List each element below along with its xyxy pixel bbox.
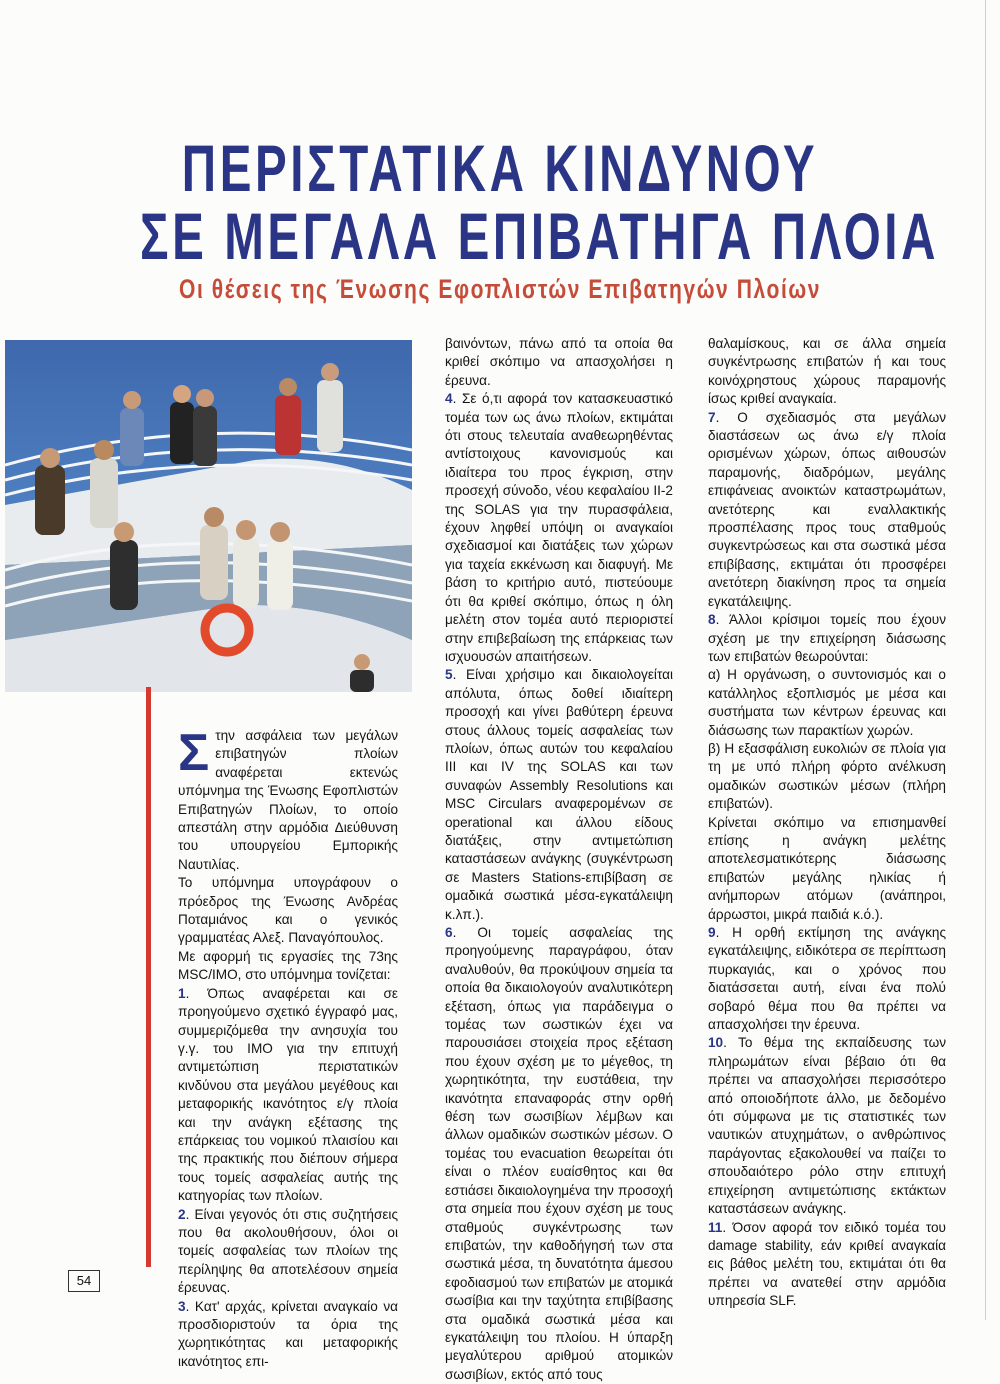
drop-cap: Σ [178, 724, 210, 782]
item-4 [445, 390, 673, 666]
subheadline: Οι θέσεις της Ένωσης Εφοπλιστών Επιβατηγών Πλοίων [179, 274, 821, 304]
item-number: 9 [708, 925, 716, 940]
article-column-1 [178, 724, 398, 1371]
item-number: 2 [178, 1206, 186, 1222]
item-text: . Κατ' αρχάς, κρίνεται αναγκαίο να προσδιοριστούν τα όρια της χωρητικότητας και μεταφορικής ικανότητος επι- [178, 1298, 398, 1369]
continuation-text: θαλαμίσκους, και σε άλλα σημεία συγκέντρωσης επιβατών ή και τους κοινόχρηστους χώρους παραμονής ίσως κριθεί αναγκαία. [708, 336, 946, 407]
item-text: . Είναι χρήσιμο και δικαιολογείται απόλυτα, όπως δοθεί ιδιαίτερη προσοχή και γίνει βαθύτερη έρευνα στους άλλους τομείς ασφαλείας των πλοίων, όπως αυτών του κεφαλαίου ΙΙΙ και IV της SOLAS και των συναφών Assembly Resolutions και MSC Circulars αναφερομένων σε operational και άλλου είδους διατάξεις, στην αντιμετώπιση καταστάσεων ανάγκης (συγκέντρωση σε Masters Stations-επιβίβαση σε ομαδικά σωστικά μέσα-εγκατάλειψη κ.λπ.). [445, 667, 673, 922]
ship-deck-photo [5, 340, 412, 692]
item-text: . Όσον αφορά τον ειδικό τομέα του damage stability, εάν κριθεί αναγκαία εις βάθος μελέτη του, εκτιμάται ότι θα πρέπει να ανατεθεί στην αρμόδια υπηρεσία SLF. [708, 1219, 946, 1309]
headline-line-1: ΠΕΡΙΣΤΑΤΙΚΑ ΚΙΝΔΥΝΟΥ [181, 131, 819, 205]
item-8b: β) Η εξασφάλιση ευκολιών σε πλοία για τη με υπό πλήρη φόρτο ανέλκυση ομαδικών σωστικών μέσων (πλήρη επιβατών). [708, 740, 946, 812]
item-text: . Το θέμα της εκπαίδευσης των πληρωμάτων είναι βέβαιο ότι θα πρέπει να απασχολήσει περισσότερο από οποιοδήποτε άλλο, με δεδομένο ότι σύμφωνα με τις στατιστικές των ναυτικών ατυχημάτων, ο ανθρώπινος παράγοντας εξακολουθεί να παίζει το σπουδαιότερο ρόλο στην επιτυχή επιχείρηση αντιμετώπισης εκτάκτων καταστάσεων ανάγκης. [708, 1035, 946, 1217]
item-3 [178, 1298, 398, 1372]
item-number: 7 [708, 409, 716, 425]
item-text: . Ο σχεδιασμός στα μεγάλων διαστάσεων ως άνω ε/γ πλοία ορισμένων χώρων, όπως αιθουσών παραμονής, διαδρόμων, μεγάλης επιφάνειας ανοικτών καταστρωμάτων, ανετότερης και εναλλακτικής προσπέλασης προς τους σταθμούς συγκεντρώσεως και στα σωστικά μέσα επιβίβασης, εκτιμάται ότι προσφέρει ανετότερη διακίνηση προς τα σημεία εγκατάλειψης. [708, 409, 946, 609]
item-6 [445, 924, 673, 1384]
paragraph-occasion: Με αφορμή τις εργασίες της 73ης MSC/IMO, στο υπόμνημα τονίζεται: [178, 948, 398, 983]
item-11 [708, 1219, 946, 1311]
page-number: 54 [68, 1270, 100, 1292]
item-number: 11 [708, 1219, 723, 1235]
item-text: . Όπως αναφέρεται και σε προηγούμενο σχετικό έγγραφό μας, συμμεριζόμεθα την ανησυχία του γ.γ. του IMO για την επιτυχή αντιμετώπιση περιστατικών κινδύνου στα μεγάλου μεγέθους και μεταφορικής ικανότητος ε/γ πλοία και την ανάγκη εξέτασης της επάρκειας του νομικού πλαισίου και της πρακτικής που διέπουν σήμερα τους τομείς ασφαλείας αυτής της κατηγορίας των πλοίων. [178, 985, 398, 1204]
item-1 [178, 985, 398, 1206]
item-2 [178, 1206, 398, 1298]
item-number: 1 [178, 985, 186, 1001]
item-10 [708, 1034, 946, 1218]
item-text: . Οι τομείς ασφαλείας της προηγούμενης παραγράφου, όταν αναλυθούν, θα προκύψουν σημεία τα οποία θα δικαιολογούν αναλυτικότερη εξέταση, όπως για παράδειγμα ο τομέας των σωστικών έχει να παρουσιάσει στοιχεία προς εξέταση που έχουν σχέση με το μέγεθος, τη χωρητικότητα, την ευστάθεια, την ικανότητα επαναφοράς στην ορθή θέση των σωσιβίων λέμβων και άλλων ομαδικών σωστικών μέσων. Ο τομέας του evacuation θεωρείται ότι είναι ο πλέον ευαίσθητος και θα εστιάσει δικαιολογημένα την προσοχή στα σημεία που έχουν σχέση με τους σταθμούς συγκέντρωσης των επιβατών, την καθοδήγησή των στα σωστικά μέσα, τη δυνατότητα άμεσου εφοδιασμού των επιβατών με ατομικά σωσίβια και την ταχύτητα επιβίβασης στα ομαδικά σωστικά μέσα και εγκατάλειψη του πλοίου. Η ύπαρξη μεγαλύτερου αριθμού ατομικών σωσιβίων, εκτός από τους [445, 925, 673, 1382]
red-accent-bar [146, 687, 151, 1267]
headline-line-2: ΣΕ ΜΕΓΑΛΑ ΕΠΙΒΑΤΗΓΑ ΠΛΟΙΑ [140, 199, 939, 273]
ship-deck-illustration [5, 340, 412, 692]
item-text: . Σε ό,τι αφορά τον κατασκευαστικό τομέα των ως άνω πλοίων, εκτιμάται ότι στους τελευταία αναθεωρηθέντας αντίστοιχους κανονισμούς και ιδιαίτερα του προς έγκριση, στην προσεχή σύνοδο, νέου κεφαλαίου ΙΙ-2 της SOLAS για την πυρασφάλεια, έχουν ληφθεί υπόψη οι αναγκαίοι σχεδιασμοί και διατάξεις των χώρων για ταχεία εκκένωση και διαφυγή. Με βάση το κριτήριο αυτό, πιστεύουμε ότι θα κριθεί σκόπιμο, όπως η όλη μελέτη στον τομέα αυτό περιοριστεί στην επιβεβαίωση της επάρκειας των ισχυουσών απαιτήσεων. [445, 391, 673, 664]
item-8a: α) Η οργάνωση, ο συντονισμός και ο κατάλληλος εξοπλισμός με μέσα και συστήματα των κέντρων έρευνας και διάσωσης των παρακτίων χωρών. [708, 667, 946, 738]
article-column-3 [708, 335, 946, 1311]
item-number: 10 [708, 1035, 724, 1051]
item-number: 6 [445, 925, 453, 940]
item-number: 4 [445, 391, 453, 407]
item-text: . Είναι γεγονός ότι στις συζητήσεις που θα ακολουθήσουν, όλοι οι τομείς ασφαλείας των πλοίων της περίληψης θα αποτελέσουν σημεία έρευνας. [178, 1206, 398, 1296]
item-7 [708, 409, 946, 611]
intro-paragraph [178, 724, 398, 874]
item-8 [708, 611, 946, 666]
item-text: . Άλλοι κρίσιμοι τομείς που έχουν σχέση με την επιχείρηση διάσωσης των επιβατών θεωρούνται: [708, 612, 946, 664]
intro-text: την ασφάλεια των μεγάλων επιβατηγών πλοίων αναφέρεται εκτενώς υπόμνημα της Ένωσης Εφοπλιστών Επιβατηγών Πλοίων, το οποίο απεστάλη στην αρμόδια Διεύθυνση του υπουργείου Εμπορικής Ναυτιλίας. [178, 728, 398, 872]
article-column-2 [445, 335, 673, 1384]
item-number: 5 [445, 667, 453, 683]
item-9 [708, 924, 946, 1034]
item-number: 3 [178, 1298, 186, 1314]
continuation-text: βαινόντων, πάνω από τα οποία θα κριθεί σκόπιμο να απασχολήσει η έρευνα. [445, 336, 673, 388]
item-number: 8 [708, 612, 716, 628]
item-text: . Η ορθή εκτίμηση της ανάγκης εγκατάλειψης, ειδικότερα σε περίπτωση πυρκαγιάς, και ο χρόνος που διατάσσεται αυτή, είναι ένα πολύ σοβαρό θέμα που θα πρέπει να απασχολήσει την έρευνα. [708, 925, 946, 1033]
item-8-note: Κρίνεται σκόπιμο να επισημανθεί επίσης η ανάγκη μελέτης αποτελεσματικότερης διάσωσης επιβατών μεγάλης ηλικίας ή ανήμπορων ατόμων (ανάπηροι, άρρωστοι, μικρά παιδιά κ.ό.). [708, 814, 946, 922]
item-5 [445, 666, 673, 924]
scan-edge-line [985, 0, 986, 1320]
paragraph-signatories: Το υπόμνημα υπογράφουν ο πρόεδρος της Ένωσης Ανδρέας Ποταμιάνος και ο γενικός γραμματέας Αλεξ. Παναγόπουλος. [178, 875, 398, 946]
